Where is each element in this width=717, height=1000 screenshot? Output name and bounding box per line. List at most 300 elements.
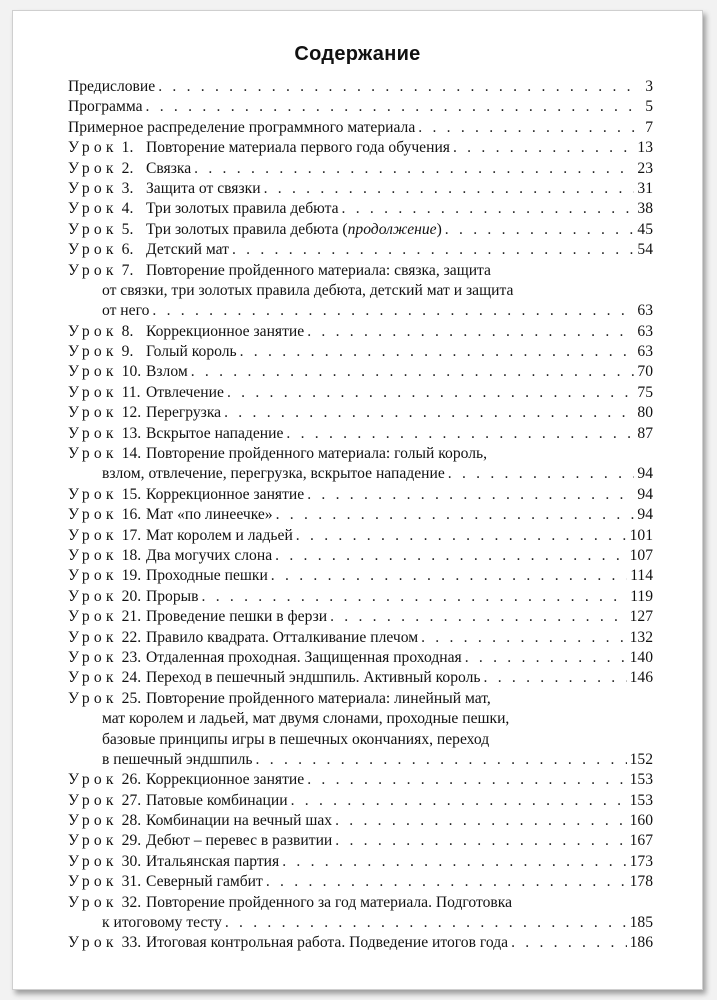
toc-line <box>68 852 653 872</box>
entry-title <box>146 362 188 382</box>
entry-title <box>146 261 491 281</box>
lesson-number: 6. <box>121 241 134 259</box>
page-number: 3 <box>645 78 653 95</box>
page-number: 173 <box>629 852 653 870</box>
entry-title <box>146 546 272 566</box>
dot-leader <box>286 424 634 444</box>
page-number: 87 <box>637 424 653 442</box>
lesson-label <box>68 362 146 382</box>
lesson-word: Урок <box>68 832 118 850</box>
toc-line <box>68 628 653 648</box>
toc-entry <box>68 322 653 342</box>
entry-title <box>146 607 327 627</box>
lesson-label <box>68 648 146 668</box>
dot-leader <box>264 179 635 199</box>
toc-line <box>68 546 653 566</box>
page-number: 63 <box>637 322 653 340</box>
dot-leader <box>335 831 626 851</box>
lesson-number: 9. <box>121 343 134 361</box>
page-number: 160 <box>629 812 653 830</box>
document-page <box>12 10 703 990</box>
lesson-word: Урок <box>68 669 118 687</box>
dot-leader <box>465 648 627 668</box>
entry-title-text: Дебют – перевес в развитии <box>146 832 333 850</box>
toc-line <box>68 383 653 403</box>
entry-title <box>146 668 481 688</box>
entry-title <box>146 566 268 586</box>
lesson-number: 16. <box>121 506 142 524</box>
page-number: 38 <box>637 200 653 218</box>
lesson-number: 21. <box>121 608 142 626</box>
toc-line <box>68 933 653 953</box>
entry-title <box>102 730 489 750</box>
lesson-label <box>68 199 146 219</box>
entry-title-text: мат королем и ладьей, мат двумя слонами, проходные пешки, <box>102 710 510 728</box>
toc-line <box>68 668 653 688</box>
toc-entry <box>68 648 653 668</box>
entry-title-text: Два могучих слона <box>146 546 273 564</box>
lesson-word: Урок <box>68 567 118 585</box>
lesson-label <box>68 831 146 851</box>
entry-title-text: Примерное распределение программного материала <box>68 118 416 136</box>
toc-entry <box>68 240 653 260</box>
lesson-number: 5. <box>121 220 134 238</box>
page-number: 132 <box>629 628 653 646</box>
entry-title-text: в пешечный эндшпиль <box>102 750 253 768</box>
page-number: 31 <box>637 179 653 197</box>
toc-line <box>68 730 653 750</box>
entry-title <box>68 118 415 138</box>
lesson-number: 10. <box>121 363 142 381</box>
entry-title <box>146 403 221 423</box>
toc-line <box>68 342 653 362</box>
entry-title-text: от него <box>102 302 150 320</box>
dot-leader <box>418 118 642 138</box>
toc-line <box>68 526 653 546</box>
dot-leader <box>146 97 642 117</box>
dot-leader <box>330 607 627 627</box>
lesson-label <box>68 607 146 627</box>
entry-title-text: Три золотых правила дебюта <box>146 200 339 218</box>
page-number: 23 <box>637 159 653 177</box>
entry-title-text: Повторение материала первого года обучения <box>146 139 450 157</box>
entry-title <box>146 689 491 709</box>
toc-entry <box>68 179 653 199</box>
toc-line <box>68 464 653 484</box>
lesson-word: Урок <box>68 608 118 626</box>
entry-title-text: Итальянская партия <box>146 852 280 870</box>
entry-title <box>68 97 143 117</box>
entry-title-text: Комбинации на вечный шах <box>146 812 333 830</box>
entry-title-text: Детский мат <box>146 241 229 259</box>
lesson-word: Урок <box>68 383 118 401</box>
lesson-number: 31. <box>121 873 142 891</box>
entry-title <box>146 424 283 444</box>
entry-title <box>146 628 418 648</box>
entry-title <box>68 77 155 97</box>
table-of-contents <box>68 77 653 954</box>
toc-entry <box>68 770 653 790</box>
entry-title <box>146 587 199 607</box>
entry-title-text: взлом, отвлечение, перегрузка, вскрытое нападение <box>102 465 445 483</box>
entry-title-text: Мат «по линеечке» <box>146 506 273 524</box>
lesson-word: Урок <box>68 200 118 218</box>
lesson-number: 22. <box>121 628 142 646</box>
lesson-label <box>68 138 146 158</box>
dot-leader <box>421 628 627 648</box>
lesson-number: 15. <box>121 485 142 503</box>
entry-title-text: Правило квадрата. Отталкивание плечом <box>146 628 419 646</box>
lesson-number: 23. <box>121 648 142 666</box>
dot-leader <box>296 526 627 546</box>
lesson-word: Урок <box>68 546 118 564</box>
entry-title-text: Проходные пешки <box>146 567 268 585</box>
page-number: 186 <box>629 934 653 952</box>
toc-entry <box>68 831 653 851</box>
entry-title-text: Северный гамбит <box>146 873 263 891</box>
entry-title <box>146 220 442 240</box>
lesson-word: Урок <box>68 343 118 361</box>
toc-entry <box>68 159 653 179</box>
toc-line <box>68 709 653 729</box>
toc-line <box>68 322 653 342</box>
toc-line <box>68 179 653 199</box>
toc-entry <box>68 220 653 240</box>
lesson-number: 12. <box>121 404 142 422</box>
toc-line <box>68 403 653 423</box>
dot-leader <box>342 199 635 219</box>
toc-line <box>68 791 653 811</box>
page-number: 101 <box>629 526 653 544</box>
toc-entry <box>68 342 653 362</box>
page-number: 146 <box>629 669 653 687</box>
entry-title-text: Прорыв <box>146 587 199 605</box>
lesson-word: Урок <box>68 424 118 442</box>
entry-title-text: Мат королем и ладьей <box>146 526 293 544</box>
entry-title <box>102 709 509 729</box>
entry-title-text: Повторение пройденного материала: голый король, <box>146 445 488 463</box>
toc-entry <box>68 138 653 158</box>
lesson-number: 2. <box>121 159 134 177</box>
entry-title-text: к итоговому тесту <box>102 914 222 932</box>
toc-entry <box>68 791 653 811</box>
lesson-number: 8. <box>121 322 134 340</box>
entry-title <box>102 301 149 321</box>
page-number: 54 <box>637 241 653 259</box>
lesson-number: 19. <box>121 567 142 585</box>
lesson-word: Урок <box>68 873 118 891</box>
toc-entry <box>68 689 653 771</box>
lesson-word: Урок <box>68 648 118 666</box>
toc-entry <box>68 362 653 382</box>
toc-line <box>68 607 653 627</box>
entry-title <box>146 791 288 811</box>
lesson-label <box>68 322 146 342</box>
entry-title <box>146 852 279 872</box>
dot-leader <box>307 770 626 790</box>
toc-line <box>68 648 653 668</box>
toc-entry <box>68 77 653 97</box>
dot-leader <box>307 322 634 342</box>
dot-leader <box>335 811 627 831</box>
dot-leader <box>275 546 626 566</box>
toc-line <box>68 220 653 240</box>
lesson-word: Урок <box>68 771 118 789</box>
entry-title-text: Вскрытое нападение <box>146 424 284 442</box>
lesson-word: Урок <box>68 322 118 340</box>
lesson-word: Урок <box>68 628 118 646</box>
entry-title-tail: ) <box>436 220 442 238</box>
entry-title-text: Патовые комбинации <box>146 791 288 809</box>
lesson-word: Урок <box>68 241 118 259</box>
lesson-number: 18. <box>121 546 142 564</box>
dot-leader <box>240 342 635 362</box>
entry-title <box>146 770 304 790</box>
lesson-number: 27. <box>121 791 142 809</box>
entry-title <box>146 342 237 362</box>
lesson-number: 11. <box>121 383 141 401</box>
lesson-word: Урок <box>68 791 118 809</box>
lesson-label <box>68 383 146 403</box>
entry-title-text: Итоговая контрольная работа. Подведение итогов года <box>146 934 509 952</box>
toc-line <box>68 301 653 321</box>
page-number: 107 <box>629 546 653 564</box>
page-number: 70 <box>637 363 653 381</box>
dot-leader <box>232 240 634 260</box>
toc-line <box>68 831 653 851</box>
lesson-number: 25. <box>121 689 142 707</box>
lesson-label <box>68 220 146 240</box>
dot-leader <box>448 464 635 484</box>
lesson-number: 32. <box>121 893 142 911</box>
lesson-word: Урок <box>68 526 118 544</box>
toc-line <box>68 261 653 281</box>
dot-leader <box>225 913 627 933</box>
lesson-word: Урок <box>68 159 118 177</box>
entry-title <box>146 179 261 199</box>
entry-title <box>146 648 462 668</box>
lesson-number: 17. <box>121 526 142 544</box>
entry-title <box>146 933 508 953</box>
toc-line <box>68 159 653 179</box>
toc-entry <box>68 383 653 403</box>
lesson-label <box>68 444 146 464</box>
lesson-label <box>68 628 146 648</box>
lesson-word: Урок <box>68 404 118 422</box>
toc-entry <box>68 852 653 872</box>
lesson-label <box>68 179 146 199</box>
toc-line <box>68 77 653 97</box>
entry-title-text: Взлом <box>146 363 188 381</box>
entry-title-text: Коррекционное занятие <box>146 322 305 340</box>
entry-title-text: Коррекционное занятие <box>146 485 305 503</box>
lesson-number: 7. <box>121 261 134 279</box>
entry-title <box>146 159 191 179</box>
entry-title-text: Проведение пешки в ферзи <box>146 608 328 626</box>
dot-leader <box>152 301 634 321</box>
dot-leader <box>291 791 627 811</box>
dot-leader <box>276 505 635 525</box>
page-number: 63 <box>637 343 653 361</box>
toc-line <box>68 444 653 464</box>
lesson-word: Урок <box>68 934 118 952</box>
entry-title <box>146 872 263 892</box>
lesson-label <box>68 424 146 444</box>
toc-line <box>68 872 653 892</box>
page-number: 94 <box>637 506 653 524</box>
toc-entry <box>68 485 653 505</box>
dot-leader <box>453 138 634 158</box>
toc-line <box>68 199 653 219</box>
dot-leader <box>224 403 634 423</box>
entry-title-text: Повторение пройденного за год материала. Подготовка <box>146 893 513 911</box>
toc-line <box>68 97 653 117</box>
lesson-label <box>68 770 146 790</box>
lesson-number: 3. <box>121 179 134 197</box>
lesson-label <box>68 159 146 179</box>
lesson-word: Урок <box>68 179 118 197</box>
page-number: 119 <box>630 587 653 605</box>
entry-title-text: Перегрузка <box>146 404 222 422</box>
page-number: 94 <box>637 465 653 483</box>
lesson-word: Урок <box>68 445 118 463</box>
toc-entry <box>68 526 653 546</box>
toc-entry <box>68 933 653 953</box>
lesson-number: 20. <box>121 587 142 605</box>
dot-leader <box>256 750 627 770</box>
lesson-label <box>68 485 146 505</box>
entry-title-text: Отдаленная проходная. Защищенная проходная <box>146 648 462 666</box>
entry-title <box>146 199 339 219</box>
toc-entry <box>68 97 653 117</box>
toc-line <box>68 281 653 301</box>
lesson-label <box>68 933 146 953</box>
lesson-number: 26. <box>121 771 142 789</box>
toc-entry <box>68 587 653 607</box>
toc-entry <box>68 628 653 648</box>
lesson-word: Урок <box>68 812 118 830</box>
lesson-word: Урок <box>68 485 118 503</box>
dot-leader <box>191 362 635 382</box>
lesson-number: 30. <box>121 852 142 870</box>
lesson-word: Урок <box>68 852 118 870</box>
entry-title-text: Связка <box>146 159 192 177</box>
lesson-word: Урок <box>68 506 118 524</box>
lesson-label <box>68 689 146 709</box>
toc-entry <box>68 424 653 444</box>
page-number: 178 <box>629 873 653 891</box>
page-number: 75 <box>637 383 653 401</box>
entry-title <box>102 750 253 770</box>
entry-title-text: Переход в пешечный эндшпиль. Активный король <box>146 669 481 687</box>
lesson-word: Урок <box>68 261 118 279</box>
page-number: 13 <box>637 139 653 157</box>
toc-entry <box>68 811 653 831</box>
lesson-word: Урок <box>68 689 118 707</box>
lesson-label <box>68 852 146 872</box>
dot-leader <box>194 159 634 179</box>
entry-title-text: Предисловие <box>68 78 156 95</box>
lesson-label <box>68 791 146 811</box>
toc-entry <box>68 505 653 525</box>
toc-entry <box>68 546 653 566</box>
entry-title <box>146 485 304 505</box>
toc-line <box>68 750 653 770</box>
lesson-word: Урок <box>68 587 118 605</box>
entry-title-text: базовые принципы игры в пешечных окончаниях, переход <box>102 730 490 748</box>
page-number: 114 <box>630 567 653 585</box>
entry-title <box>102 913 222 933</box>
entry-title <box>102 464 445 484</box>
entry-title-text: Программа <box>68 98 143 116</box>
entry-title-text: Коррекционное занятие <box>146 771 305 789</box>
entry-title <box>146 505 273 525</box>
lesson-label <box>68 811 146 831</box>
toc-entry <box>68 566 653 586</box>
toc-line <box>68 138 653 158</box>
page-number: 80 <box>637 404 653 422</box>
lesson-label <box>68 566 146 586</box>
lesson-label <box>68 240 146 260</box>
toc-entry <box>68 444 653 485</box>
entry-title <box>146 138 450 158</box>
lesson-label <box>68 526 146 546</box>
page-title: Содержание <box>294 43 421 65</box>
entry-title <box>146 240 229 260</box>
entry-title-text: Три золотых правила дебюта ( <box>146 220 348 238</box>
lesson-number: 4. <box>121 200 134 218</box>
entry-title-text: Голый король <box>146 343 237 361</box>
dot-leader <box>307 485 634 505</box>
dot-leader <box>511 933 627 953</box>
page-number: 140 <box>629 648 653 666</box>
entry-title <box>146 444 487 464</box>
toc-entry <box>68 893 653 934</box>
lesson-number: 1. <box>121 139 134 157</box>
toc-entry <box>68 607 653 627</box>
page-number: 5 <box>645 98 653 116</box>
toc-line <box>68 118 653 138</box>
lesson-number: 13. <box>121 424 142 442</box>
toc-line <box>68 913 653 933</box>
dot-leader <box>158 77 642 97</box>
entry-title <box>146 811 332 831</box>
lesson-label <box>68 872 146 892</box>
page-number: 153 <box>629 791 653 809</box>
entry-title-text: Повторение пройденного материала: линейный мат, <box>146 689 491 707</box>
entry-title <box>146 383 224 403</box>
toc-entry <box>68 668 653 688</box>
page-number: 7 <box>645 118 653 136</box>
entry-title-italic: продолжение <box>347 220 437 238</box>
lesson-label <box>68 668 146 688</box>
page-number: 185 <box>629 914 653 932</box>
toc-line <box>68 362 653 382</box>
page-number: 167 <box>629 832 653 850</box>
dot-leader <box>484 668 627 688</box>
toc-entry <box>68 118 653 138</box>
page-number: 94 <box>637 485 653 503</box>
toc-line <box>68 485 653 505</box>
lesson-number: 29. <box>121 832 142 850</box>
entry-title <box>146 831 332 851</box>
lesson-word: Урок <box>68 893 118 911</box>
entry-title <box>146 322 304 342</box>
toc-entry <box>68 199 653 219</box>
lesson-word: Урок <box>68 139 118 157</box>
toc-line <box>68 689 653 709</box>
entry-title-text: Защита от связки <box>146 179 261 197</box>
